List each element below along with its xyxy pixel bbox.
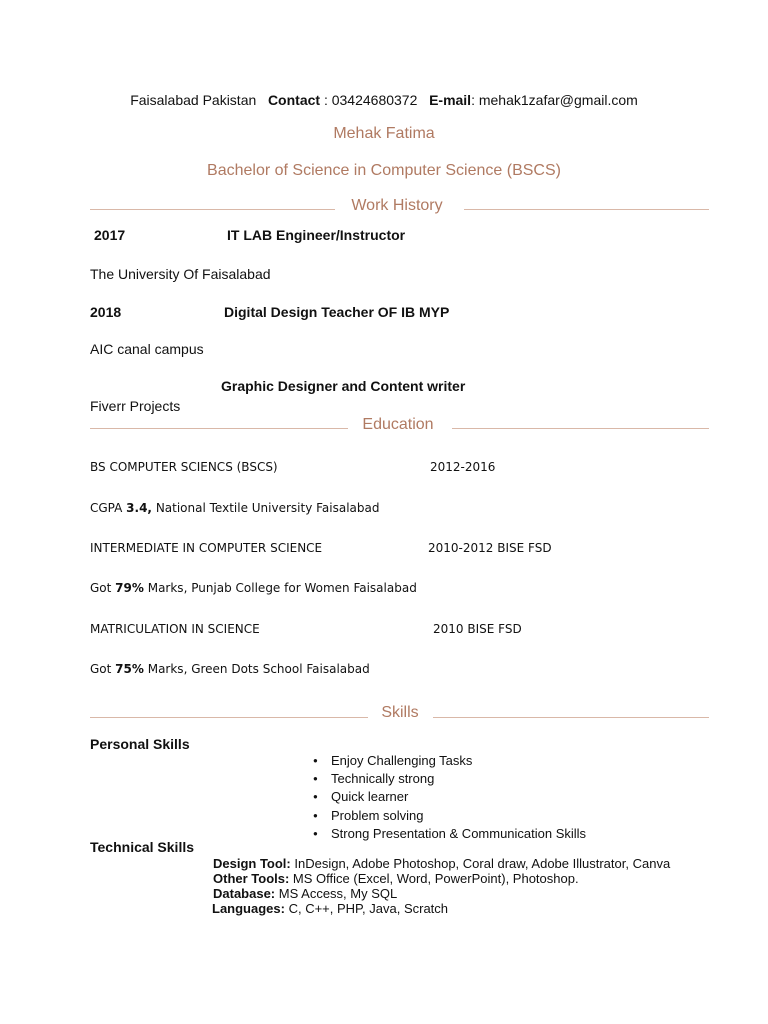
location: Faisalabad Pakistan <box>130 92 257 108</box>
technical-skill-row: Design Tool: InDesign, Adobe Photoshop, Coral draw, Adobe Illustrator, Canva <box>213 856 671 871</box>
work-org: The University Of Faisalabad <box>90 266 271 282</box>
list-item: ● Problem solving <box>313 807 586 825</box>
section-rule-left <box>90 428 348 429</box>
education-degree: MATRICULATION IN SCIENCE <box>90 622 260 636</box>
technical-skill-row: Other Tools: MS Office (Excel, Word, PowerPoint), Photoshop. <box>213 871 579 886</box>
education-degree: BS COMPUTER SCIENCS (BSCS) <box>90 460 278 474</box>
section-title-education: Education <box>362 416 434 433</box>
personal-skills-label: Personal Skills <box>90 736 190 752</box>
work-role: Digital Design Teacher OF IB MYP <box>224 304 450 320</box>
section-rule-left <box>90 717 368 718</box>
education-period: 2010 BISE FSD <box>433 622 522 636</box>
contact-line: Faisalabad Pakistan Contact : 03424680372 E-mail: mehak1zafar@gmail.com <box>130 92 638 108</box>
education-detail: CGPA 3.4, National Textile University Faisalabad <box>90 501 380 515</box>
technical-skill-row: Languages: C, C++, PHP, Java, Scratch <box>212 901 449 916</box>
section-rule-left <box>90 209 335 210</box>
list-item: ● Strong Presentation & Communication Skills <box>313 825 586 843</box>
work-role: Graphic Designer and Content writer <box>221 378 466 394</box>
work-org: Fiverr Projects <box>90 398 181 414</box>
section-rule-right <box>433 717 709 718</box>
technical-skills-label: Technical Skills <box>90 839 195 855</box>
list-item: ● Technically strong <box>313 770 586 788</box>
work-year: 2017 <box>94 227 126 243</box>
phone-number: 03424680372 <box>331 92 418 108</box>
list-item: ● Enjoy Challenging Tasks <box>313 752 586 770</box>
work-year: 2018 <box>90 304 122 320</box>
education-period: 2010-2012 BISE FSD <box>428 541 552 555</box>
education-detail: Got 79% Marks, Punjab College for Women Faisalabad <box>90 581 417 595</box>
section-title-work: Work History <box>351 197 443 214</box>
section-rule-right <box>452 428 709 429</box>
candidate-name: Mehak Fatima <box>333 125 435 142</box>
email-label: E-mail <box>429 92 472 108</box>
work-org: AIC canal campus <box>90 341 204 357</box>
education-degree: INTERMEDIATE IN COMPUTER SCIENCE <box>90 541 323 555</box>
section-rule-right <box>464 209 709 210</box>
personal-skills-list <box>313 752 586 843</box>
contact-label: Contact <box>267 92 321 108</box>
section-title-skills: Skills <box>381 704 419 721</box>
email-address[interactable]: mehak1zafar@gmail.com <box>478 92 638 108</box>
technical-skill-row: Database: MS Access, My SQL <box>213 886 398 901</box>
work-role: IT LAB Engineer/Instructor <box>227 227 406 243</box>
degree-title: Bachelor of Science in Computer Science (BSCS) <box>207 162 561 179</box>
education-period: 2012-2016 <box>430 460 496 474</box>
education-detail: Got 75% Marks, Green Dots School Faisalabad <box>90 662 370 676</box>
list-item: ● Quick learner <box>313 788 586 806</box>
